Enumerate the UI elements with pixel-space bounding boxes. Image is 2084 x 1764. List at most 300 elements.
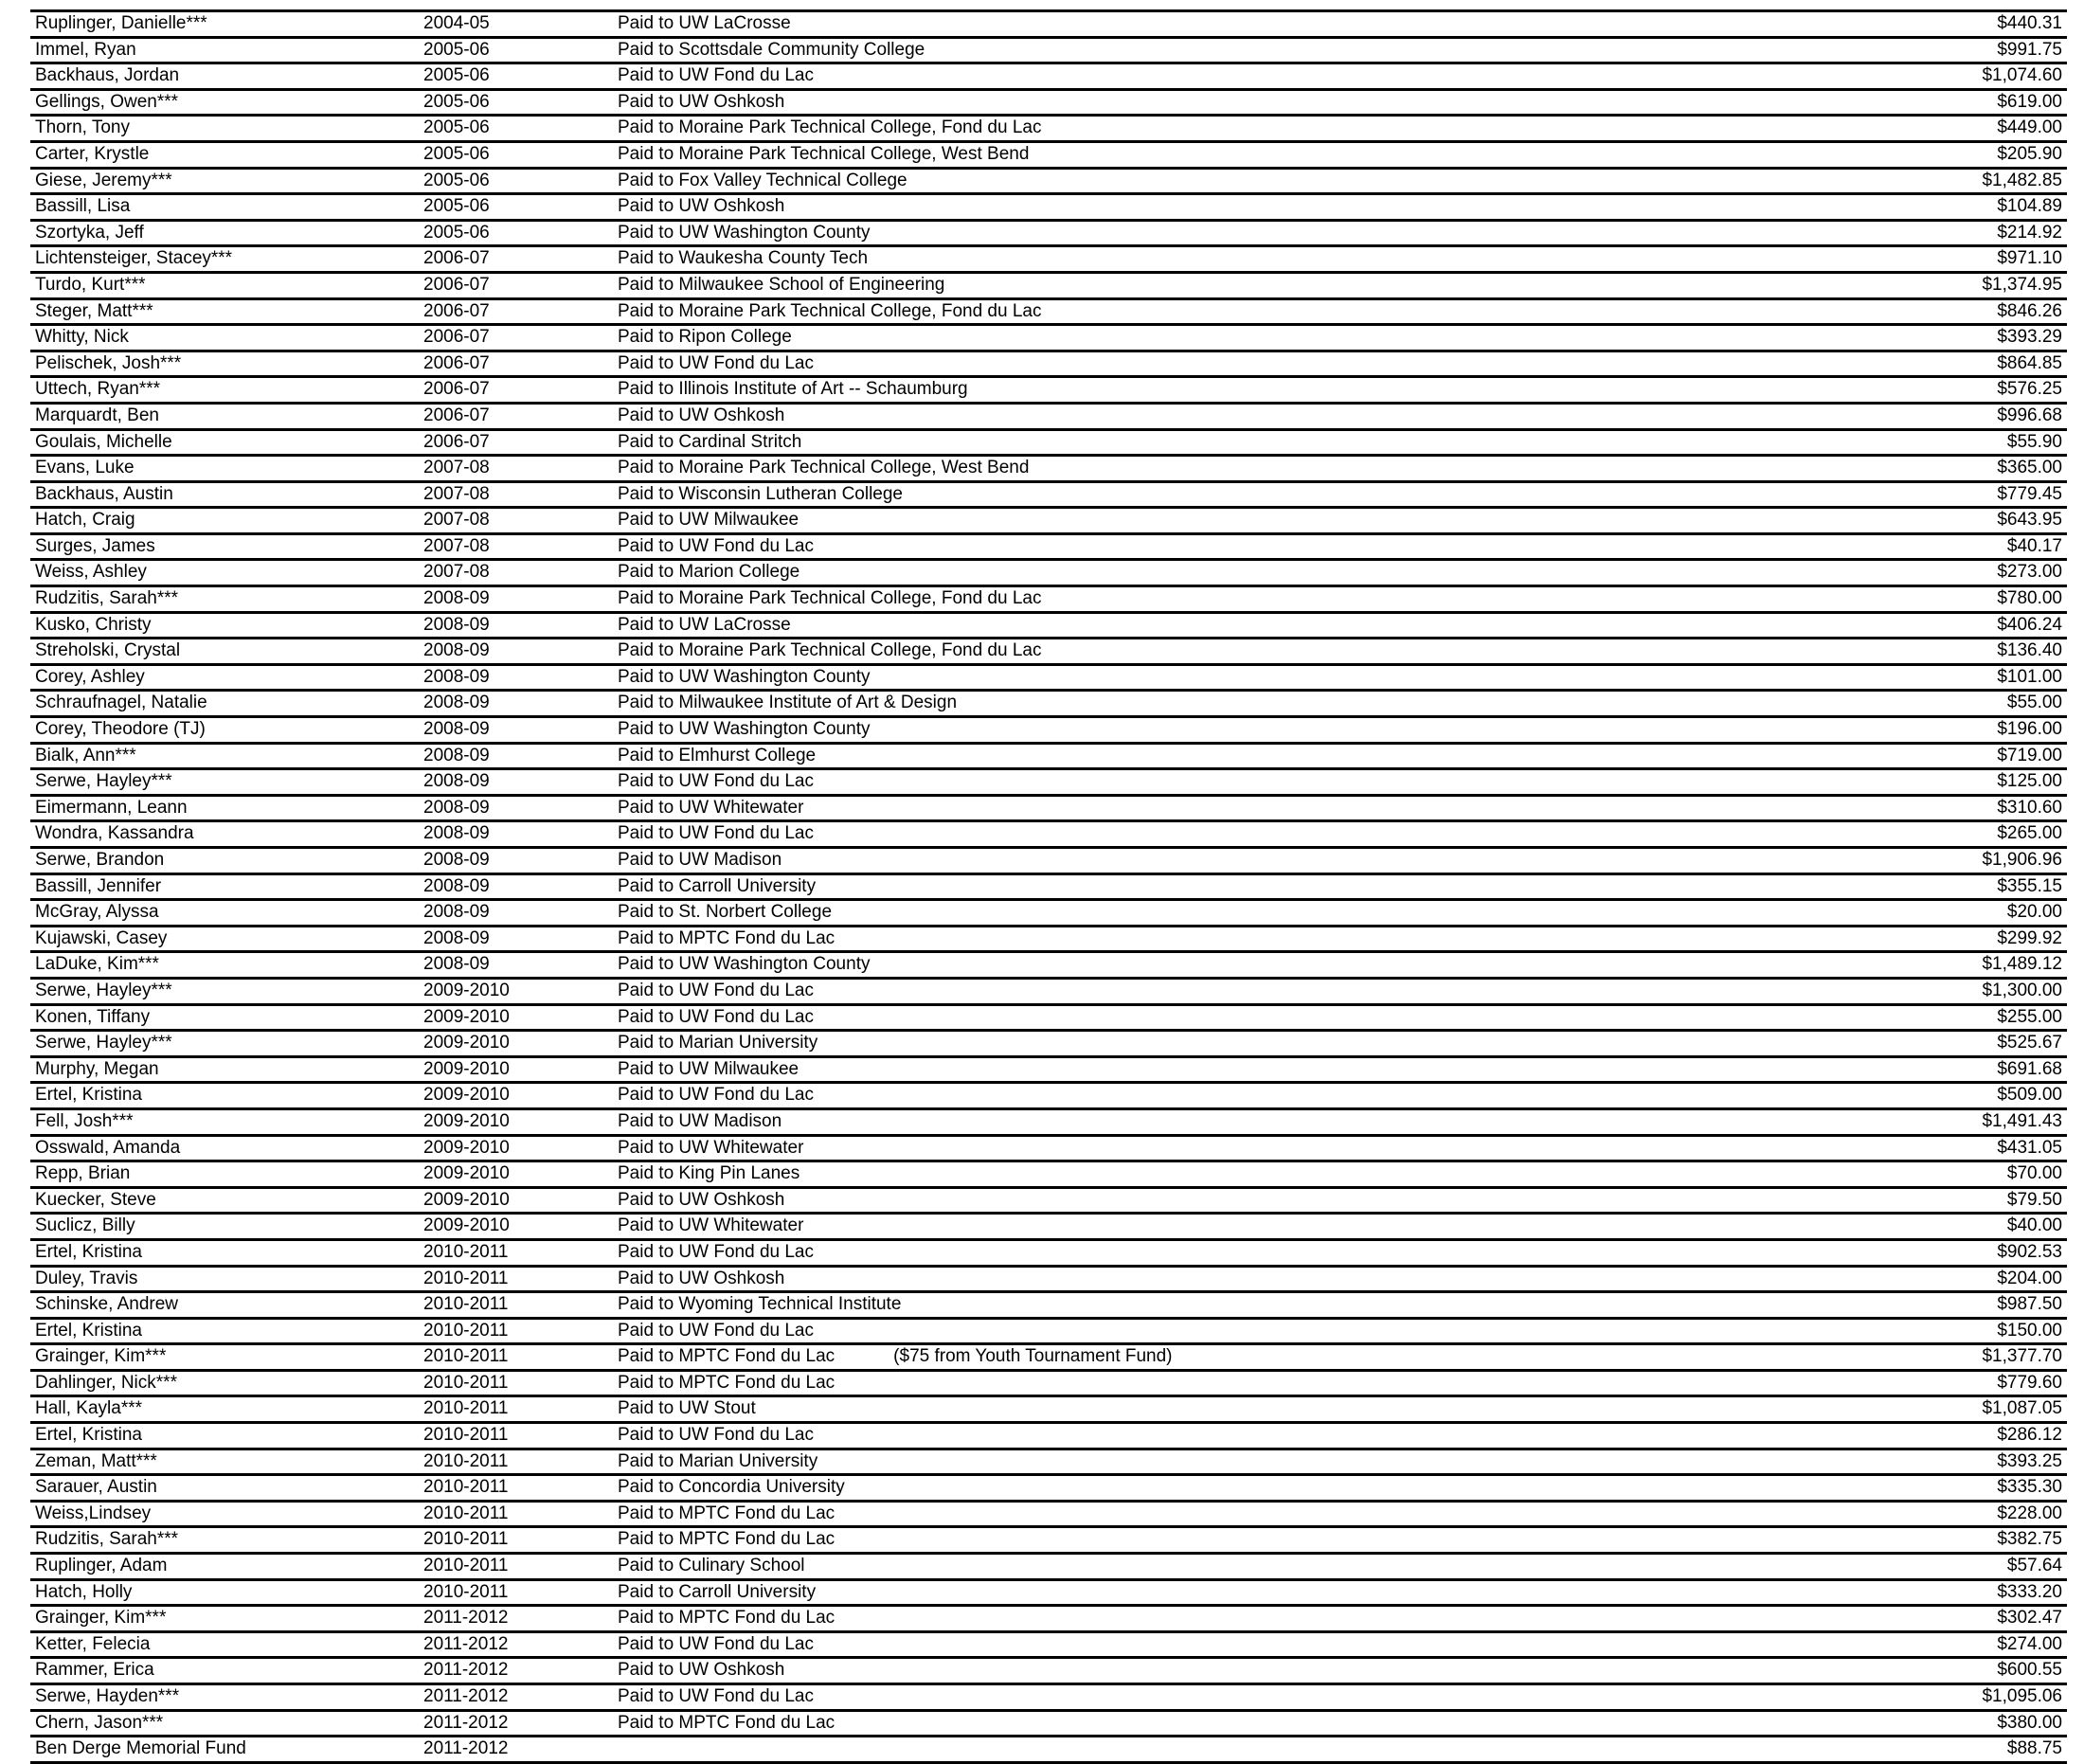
table-row: [30, 1449, 2067, 1475]
school-year: 2010-2011: [386, 1554, 613, 1580]
table-row: [30, 1606, 2067, 1632]
school-year: 2006-07: [386, 298, 613, 325]
payment-amount: $40.00: [1849, 1214, 2067, 1240]
recipient-name: Konen, Tiffany: [30, 1004, 386, 1031]
school-year: 2010-2011: [386, 1423, 613, 1449]
table-row: [30, 1370, 2067, 1396]
payment-amount: $971.10: [1849, 246, 2067, 273]
recipient-name: Marquardt, Ben: [30, 403, 386, 429]
payment-description: [613, 1370, 1849, 1396]
table-row: [30, 1710, 2067, 1737]
school-year: 2009-2010: [386, 1056, 613, 1083]
payee-text: Paid to Fox Valley Technical College: [618, 170, 907, 190]
payment-description: [613, 1108, 1849, 1135]
school-year: 2010-2011: [386, 1239, 613, 1266]
payment-description: [613, 664, 1849, 691]
payee-text: Paid to UW LaCrosse: [618, 13, 791, 33]
payee-text: Paid to UW Fond du Lac: [618, 1006, 814, 1027]
payment-description: [613, 116, 1849, 142]
payment-description: [613, 325, 1849, 351]
recipient-name: Ertel, Kristina: [30, 1239, 386, 1266]
school-year: 2011-2012: [386, 1684, 613, 1711]
payment-description: [613, 377, 1849, 404]
payment-description: [613, 141, 1849, 168]
payee-text: Paid to Ripon College: [618, 327, 792, 348]
table-row: [30, 1684, 2067, 1711]
school-year: 2010-2011: [386, 1527, 613, 1554]
payment-description: [613, 1737, 1849, 1763]
payment-amount: $88.75: [1849, 1737, 2067, 1763]
recipient-name: Gellings, Owen***: [30, 89, 386, 116]
table-row: [30, 481, 2067, 508]
recipient-name: Uttech, Ryan***: [30, 377, 386, 404]
table-row: [30, 325, 2067, 351]
payment-description: [613, 691, 1849, 717]
school-year: 2011-2012: [386, 1631, 613, 1658]
table-row: [30, 272, 2067, 298]
payment-description: [613, 848, 1849, 874]
payee-text: Paid to MPTC Fond du Lac: [618, 1346, 835, 1367]
payee-text: Paid to Scottsdale Community College: [618, 39, 925, 60]
payment-amount: $1,087.05: [1849, 1396, 2067, 1423]
payment-amount: $265.00: [1849, 821, 2067, 848]
school-year: 2011-2012: [386, 1606, 613, 1632]
school-year: 2005-06: [386, 194, 613, 221]
payment-amount: $299.92: [1849, 926, 2067, 952]
table-row: [30, 1083, 2067, 1109]
recipient-name: Ruplinger, Adam: [30, 1554, 386, 1580]
recipient-name: Carter, Krystle: [30, 141, 386, 168]
recipient-name: Rammer, Erica: [30, 1658, 386, 1684]
payment-description: [613, 1004, 1849, 1031]
payment-description: [613, 1475, 1849, 1502]
payment-description: [613, 1501, 1849, 1527]
table-row: [30, 1579, 2067, 1606]
scholarship-payments-table: [30, 9, 2067, 1764]
recipient-name: Ertel, Kristina: [30, 1318, 386, 1344]
payment-amount: $393.25: [1849, 1449, 2067, 1475]
payment-amount: $449.00: [1849, 116, 2067, 142]
payment-amount: $333.20: [1849, 1579, 2067, 1606]
table-row: [30, 220, 2067, 246]
table-row: [30, 1266, 2067, 1292]
recipient-name: Schraufnagel, Natalie: [30, 691, 386, 717]
school-year: 2011-2012: [386, 1737, 613, 1763]
payment-amount: $1,491.43: [1849, 1108, 2067, 1135]
payment-amount: $1,074.60: [1849, 63, 2067, 90]
payment-amount: $509.00: [1849, 1083, 2067, 1109]
school-year: 2009-2010: [386, 1214, 613, 1240]
school-year: 2006-07: [386, 325, 613, 351]
school-year: 2007-08: [386, 560, 613, 586]
table-row: [30, 1161, 2067, 1188]
table-row: [30, 11, 2067, 38]
recipient-name: Immel, Ryan: [30, 37, 386, 63]
school-year: 2008-09: [386, 848, 613, 874]
payment-description: [613, 769, 1849, 796]
recipient-name: Weiss,Lindsey: [30, 1501, 386, 1527]
payment-description: [613, 220, 1849, 246]
recipient-name: Eimermann, Leann: [30, 795, 386, 821]
payment-description: [613, 1083, 1849, 1109]
school-year: 2007-08: [386, 533, 613, 560]
payment-amount: $310.60: [1849, 795, 2067, 821]
school-year: 2007-08: [386, 456, 613, 482]
payee-text: Paid to St. Norbert College: [618, 902, 833, 923]
payee-text: Paid to UW Fond du Lac: [618, 352, 814, 373]
school-year: 2006-07: [386, 377, 613, 404]
table-row: [30, 691, 2067, 717]
payment-amount: $393.29: [1849, 325, 2067, 351]
payee-text: Paid to UW Oshkosh: [618, 1660, 785, 1681]
table-row: [30, 664, 2067, 691]
payment-amount: $204.00: [1849, 1266, 2067, 1292]
table-row: [30, 141, 2067, 168]
payment-amount: $996.68: [1849, 403, 2067, 429]
payee-text: Paid to UW Stout: [618, 1398, 756, 1419]
payee-text: Paid to UW Fond du Lac: [618, 1241, 814, 1262]
payment-description: [613, 429, 1849, 456]
table-row: [30, 351, 2067, 377]
school-year: 2008-09: [386, 612, 613, 639]
payee-text: Paid to UW Washington County: [618, 666, 871, 687]
payment-description: [613, 743, 1849, 769]
payee-text: Paid to Moraine Park Technical College, Fond du Lac: [618, 117, 1042, 138]
recipient-name: Grainger, Kim***: [30, 1344, 386, 1371]
payment-amount: $70.00: [1849, 1161, 2067, 1188]
recipient-name: Whitty, Nick: [30, 325, 386, 351]
payee-text: Paid to UW Whitewater: [618, 797, 804, 818]
payment-amount: $1,300.00: [1849, 978, 2067, 1004]
payment-amount: $228.00: [1849, 1501, 2067, 1527]
payment-amount: $1,482.85: [1849, 168, 2067, 194]
payment-amount: $79.50: [1849, 1187, 2067, 1214]
school-year: 2008-09: [386, 926, 613, 952]
payment-description: [613, 37, 1849, 63]
school-year: 2010-2011: [386, 1475, 613, 1502]
payment-description: [613, 952, 1849, 979]
payment-amount: $101.00: [1849, 664, 2067, 691]
recipient-name: Surges, James: [30, 533, 386, 560]
table-row: [30, 1239, 2067, 1266]
school-year: 2008-09: [386, 952, 613, 979]
recipient-name: Ben Derge Memorial Fund: [30, 1737, 386, 1763]
table-row: [30, 116, 2067, 142]
payee-text: Paid to UW Milwaukee: [618, 1058, 799, 1079]
recipient-name: Murphy, Megan: [30, 1056, 386, 1083]
table-row: [30, 612, 2067, 639]
payment-description: [613, 612, 1849, 639]
payment-amount: $214.92: [1849, 220, 2067, 246]
payee-text: Paid to UW Whitewater: [618, 1215, 804, 1236]
table-row: [30, 1108, 2067, 1135]
recipient-name: Goulais, Michelle: [30, 429, 386, 456]
school-year: 2009-2010: [386, 1108, 613, 1135]
payee-text: Paid to Culinary School: [618, 1556, 805, 1576]
table-row: [30, 194, 2067, 221]
payment-description: [613, 560, 1849, 586]
payment-description: [613, 89, 1849, 116]
table-row: [30, 900, 2067, 927]
table-row: [30, 1475, 2067, 1502]
recipient-name: Bassill, Lisa: [30, 194, 386, 221]
payment-description: [613, 1631, 1849, 1658]
school-year: 2006-07: [386, 272, 613, 298]
payee-text: Paid to Illinois Institute of Art -- Schaumburg: [618, 379, 968, 400]
payment-description: [613, 298, 1849, 325]
recipient-name: Lichtensteiger, Stacey***: [30, 246, 386, 273]
payee-text: Paid to Milwaukee School of Engineering: [618, 274, 945, 295]
school-year: 2008-09: [386, 691, 613, 717]
payee-text: Paid to UW Fond du Lac: [618, 1686, 814, 1706]
payment-description: [613, 1031, 1849, 1057]
recipient-name: Ertel, Kristina: [30, 1083, 386, 1109]
recipient-name: Kujawski, Casey: [30, 926, 386, 952]
recipient-name: Wondra, Kassandra: [30, 821, 386, 848]
payee-text: Paid to Milwaukee Institute of Art & Design: [618, 693, 958, 713]
table-body: [30, 11, 2067, 1763]
payment-amount: $576.25: [1849, 377, 2067, 404]
payment-description: [613, 978, 1849, 1004]
table-row: [30, 873, 2067, 900]
school-year: 2008-09: [386, 743, 613, 769]
payee-text: Paid to MPTC Fond du Lac: [618, 1372, 835, 1393]
recipient-name: Backhaus, Austin: [30, 481, 386, 508]
table-row: [30, 1292, 2067, 1319]
payment-amount: $55.90: [1849, 429, 2067, 456]
recipient-name: Turdo, Kurt***: [30, 272, 386, 298]
school-year: 2011-2012: [386, 1710, 613, 1737]
recipient-name: Backhaus, Jordan: [30, 63, 386, 90]
payment-amount: $380.00: [1849, 1710, 2067, 1737]
payment-amount: $20.00: [1849, 900, 2067, 927]
payment-description: [613, 1266, 1849, 1292]
recipient-name: Schinske, Andrew: [30, 1292, 386, 1319]
payee-text: Paid to Marian University: [618, 1033, 818, 1053]
payee-text: Paid to Elmhurst College: [618, 745, 817, 765]
recipient-name: Corey, Theodore (TJ): [30, 717, 386, 744]
payment-amount: $40.17: [1849, 533, 2067, 560]
payment-description: [613, 1214, 1849, 1240]
payee-text: Paid to UW Fond du Lac: [618, 1320, 814, 1341]
payee-text: Paid to Moraine Park Technical College, West Bend: [618, 143, 1030, 164]
school-year: 2004-05: [386, 11, 613, 38]
recipient-name: Grainger, Kim***: [30, 1606, 386, 1632]
table-row: [30, 952, 2067, 979]
recipient-name: Zeman, Matt***: [30, 1449, 386, 1475]
table-row: [30, 743, 2067, 769]
payment-amount: $1,377.70: [1849, 1344, 2067, 1371]
payment-amount: $864.85: [1849, 351, 2067, 377]
payee-text: Paid to UW Madison: [618, 1110, 782, 1131]
school-year: 2007-08: [386, 481, 613, 508]
payee-text: Paid to UW Whitewater: [618, 1137, 804, 1158]
payment-description: [613, 1527, 1849, 1554]
payment-amount: $643.95: [1849, 508, 2067, 534]
payee-text: Paid to UW Fond du Lac: [618, 823, 814, 844]
recipient-name: Serwe, Hayley***: [30, 978, 386, 1004]
school-year: 2008-09: [386, 717, 613, 744]
payee-text: Paid to Concordia University: [618, 1477, 845, 1498]
payment-description: [613, 1056, 1849, 1083]
payment-description: [613, 1161, 1849, 1188]
payment-amount: $525.67: [1849, 1031, 2067, 1057]
payment-amount: $255.00: [1849, 1004, 2067, 1031]
recipient-name: Osswald, Amanda: [30, 1135, 386, 1161]
school-year: 2009-2010: [386, 1004, 613, 1031]
payment-description: [613, 456, 1849, 482]
recipient-name: Steger, Matt***: [30, 298, 386, 325]
table-row: [30, 429, 2067, 456]
payment-amount: $55.00: [1849, 691, 2067, 717]
payment-description: [613, 1423, 1849, 1449]
school-year: 2008-09: [386, 664, 613, 691]
school-year: 2008-09: [386, 639, 613, 665]
payment-amount: $274.00: [1849, 1631, 2067, 1658]
recipient-name: Weiss, Ashley: [30, 560, 386, 586]
payment-description: [613, 508, 1849, 534]
recipient-name: Duley, Travis: [30, 1266, 386, 1292]
recipient-name: Serwe, Hayley***: [30, 1031, 386, 1057]
payment-description: [613, 63, 1849, 90]
payment-amount: $779.45: [1849, 481, 2067, 508]
payment-description: [613, 639, 1849, 665]
payee-text: Paid to UW Oshkosh: [618, 1268, 785, 1288]
table-row: [30, 1396, 2067, 1423]
school-year: 2008-09: [386, 586, 613, 613]
payment-amount: $719.00: [1849, 743, 2067, 769]
payee-text: Paid to MPTC Fond du Lac: [618, 1529, 835, 1550]
payee-text: Paid to Wisconsin Lutheran College: [618, 483, 904, 504]
payee-text: Paid to MPTC Fond du Lac: [618, 927, 835, 948]
payment-description: [613, 1658, 1849, 1684]
school-year: 2006-07: [386, 246, 613, 273]
table-row: [30, 795, 2067, 821]
payment-amount: $196.00: [1849, 717, 2067, 744]
school-year: 2010-2011: [386, 1292, 613, 1319]
payee-text: Paid to Moraine Park Technical College, Fond du Lac: [618, 640, 1042, 661]
payment-amount: $273.00: [1849, 560, 2067, 586]
table-row: [30, 1135, 2067, 1161]
payee-text: Paid to UW Washington County: [618, 719, 871, 740]
payee-text: Paid to UW Oshkosh: [618, 1189, 785, 1210]
payee-text: Paid to Marian University: [618, 1450, 818, 1471]
table-row: [30, 508, 2067, 534]
table-row: [30, 1031, 2067, 1057]
payee-text: Paid to UW Milwaukee: [618, 510, 799, 531]
school-year: 2009-2010: [386, 1161, 613, 1188]
payment-description: [613, 1318, 1849, 1344]
payee-text: Paid to Moraine Park Technical College, Fond du Lac: [618, 300, 1042, 321]
table-row: [30, 1631, 2067, 1658]
payee-text: Paid to UW Fond du Lac: [618, 1085, 814, 1106]
payment-description: [613, 900, 1849, 927]
table-row: [30, 560, 2067, 586]
school-year: 2005-06: [386, 141, 613, 168]
payment-description: [613, 1135, 1849, 1161]
payment-amount: $600.55: [1849, 1658, 2067, 1684]
recipient-name: Hatch, Craig: [30, 508, 386, 534]
payment-description: [613, 481, 1849, 508]
payment-amount: $382.75: [1849, 1527, 2067, 1554]
payment-description: [613, 403, 1849, 429]
payee-text: Paid to UW Oshkosh: [618, 91, 785, 112]
payment-description: [613, 246, 1849, 273]
table-row: [30, 1554, 2067, 1580]
recipient-name: Evans, Luke: [30, 456, 386, 482]
table-row: [30, 1501, 2067, 1527]
payment-amount: $779.60: [1849, 1370, 2067, 1396]
payment-amount: $1,489.12: [1849, 952, 2067, 979]
recipient-name: Ketter, Felecia: [30, 1631, 386, 1658]
school-year: 2005-06: [386, 37, 613, 63]
payment-amount: $1,906.96: [1849, 848, 2067, 874]
table-row: [30, 1423, 2067, 1449]
recipient-name: Suclicz, Billy: [30, 1214, 386, 1240]
school-year: 2006-07: [386, 429, 613, 456]
recipient-name: Dahlinger, Nick***: [30, 1370, 386, 1396]
payment-description: [613, 1344, 1849, 1371]
school-year: 2005-06: [386, 63, 613, 90]
table-row: [30, 1318, 2067, 1344]
school-year: 2010-2011: [386, 1579, 613, 1606]
school-year: 2006-07: [386, 403, 613, 429]
payment-description: [613, 926, 1849, 952]
table-row: [30, 926, 2067, 952]
payment-amount: $902.53: [1849, 1239, 2067, 1266]
payee-text: Paid to UW Washington County: [618, 954, 871, 975]
table-row: [30, 168, 2067, 194]
recipient-name: Ertel, Kristina: [30, 1423, 386, 1449]
recipient-name: Hall, Kayla***: [30, 1396, 386, 1423]
school-year: 2010-2011: [386, 1266, 613, 1292]
recipient-name: Bialk, Ann***: [30, 743, 386, 769]
payment-description: [613, 1449, 1849, 1475]
school-year: 2009-2010: [386, 1187, 613, 1214]
recipient-name: Serwe, Hayden***: [30, 1684, 386, 1711]
payee-text: Paid to Wyoming Technical Institute: [618, 1294, 902, 1315]
payee-text: Paid to UW Oshkosh: [618, 405, 785, 425]
payee-text: Paid to Cardinal Stritch: [618, 431, 802, 452]
payment-amount: $691.68: [1849, 1056, 2067, 1083]
table-row: [30, 639, 2067, 665]
table-row: [30, 298, 2067, 325]
table-row: [30, 769, 2067, 796]
payee-text: Paid to UW Fond du Lac: [618, 1425, 814, 1446]
school-year: 2008-09: [386, 795, 613, 821]
school-year: 2010-2011: [386, 1449, 613, 1475]
payee-text: Paid to UW Oshkosh: [618, 196, 785, 217]
recipient-name: Pelischek, Josh***: [30, 351, 386, 377]
payee-text: Paid to MPTC Fond du Lac: [618, 1712, 835, 1733]
table-row: [30, 1344, 2067, 1371]
school-year: 2006-07: [386, 351, 613, 377]
payment-description: [613, 1187, 1849, 1214]
table-row: [30, 403, 2067, 429]
payment-amount: $150.00: [1849, 1318, 2067, 1344]
recipient-name: McGray, Alyssa: [30, 900, 386, 927]
payment-amount: $406.24: [1849, 612, 2067, 639]
payment-amount: $125.00: [1849, 769, 2067, 796]
payment-amount: $355.15: [1849, 873, 2067, 900]
recipient-name: LaDuke, Kim***: [30, 952, 386, 979]
recipient-name: Fell, Josh***: [30, 1108, 386, 1135]
payee-text: Paid to Marion College: [618, 562, 800, 583]
recipient-name: Serwe, Brandon: [30, 848, 386, 874]
recipient-name: Szortyka, Jeff: [30, 220, 386, 246]
recipient-name: Streholski, Crystal: [30, 639, 386, 665]
payee-text: Paid to Moraine Park Technical College, West Bend: [618, 458, 1030, 478]
